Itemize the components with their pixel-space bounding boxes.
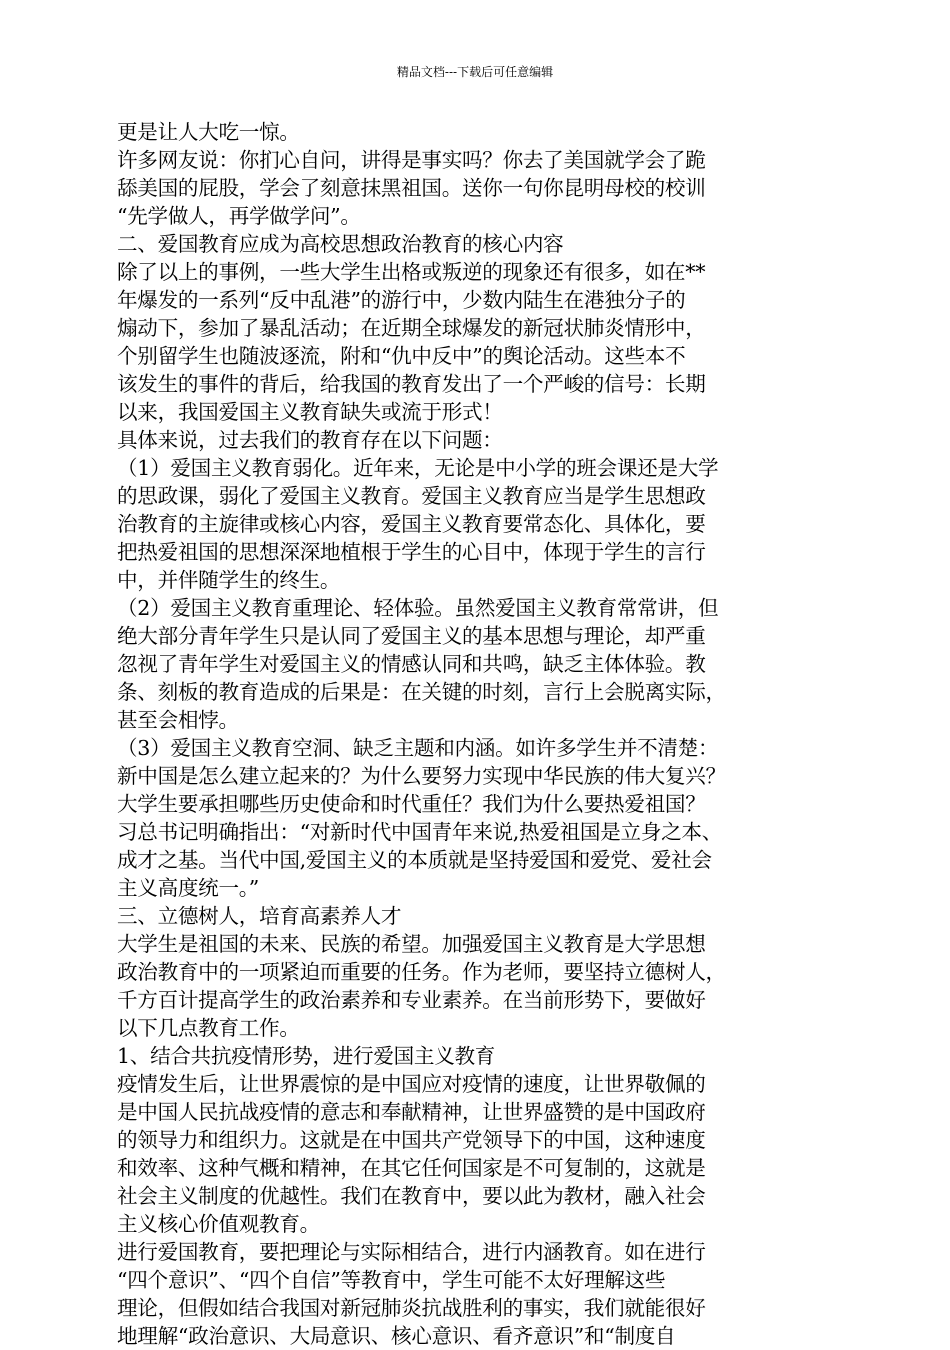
- text-line: 成才之基。当代中国,爱国主义的本质就是坚持爱国和爱党、爱社会: [117, 848, 712, 872]
- text-line: 主义核心价值观教育。: [117, 1212, 320, 1236]
- text-line: “先学做人，再学做学问”。: [117, 204, 361, 228]
- section-heading: 二、爱国教育应成为高校思想政治教育的核心内容: [117, 232, 564, 256]
- text-line: （2）爱国主义教育重理论、轻体验。虽然爱国主义教育常常讲，但: [117, 596, 719, 620]
- text-line: 习总书记明确指出：“对新时代中国青年来说,热爱祖国是立身之本、: [117, 820, 722, 844]
- subsection-heading: 1、结合共抗疫情形势，进行爱国主义教育: [117, 1044, 496, 1068]
- text-line: 中，并伴随学生的终生。: [117, 568, 341, 592]
- text-line: 治教育的主旋律或核心内容，爱国主义教育要常态化、具体化，要: [117, 512, 706, 536]
- text-line: 新中国是怎么建立起来的？为什么要努力实现中华民族的伟大复兴？: [117, 764, 726, 788]
- text-line: 主义高度统一。”: [117, 876, 259, 900]
- page-header: 精品文档---下载后可任意编辑: [396, 65, 554, 79]
- text-line: 甚至会相悖。: [117, 708, 239, 732]
- text-line: 以下几点教育工作。: [117, 1016, 300, 1040]
- text-line: “四个意识”、“四个自信”等教育中，学生可能不太好理解这些: [117, 1268, 666, 1292]
- text-line: 个别留学生也随波逐流，附和“仇中反中”的舆论活动。这些本不: [117, 344, 686, 368]
- text-line: 年爆发的一系列“反中乱港”的游行中，少数内陆生在港独分子的: [117, 288, 686, 312]
- text-line: 是中国人民抗战疫情的意志和奉献精神，让世界盛赞的是中国政府: [117, 1100, 706, 1124]
- text-line: 的领导力和组织力。这就是在中国共产党领导下的中国，这种速度: [117, 1128, 706, 1152]
- document-body: [117, 118, 837, 1350]
- text-line: 的思政课，弱化了爱国主义教育。爱国主义教育应当是学生思想政: [117, 484, 706, 508]
- text-line: 千方百计提高学生的政治素养和专业素养。在当前形势下，要做好: [117, 988, 706, 1012]
- text-line: 舔美国的屁股，学会了刻意抹黑祖国。送你一句你昆明母校的校训: [117, 176, 706, 200]
- text-line: （3）爱国主义教育空洞、缺乏主题和内涵。如许多学生并不清楚：: [117, 736, 719, 760]
- text-line: 把热爱祖国的思想深深地植根于学生的心目中，体现于学生的言行: [117, 540, 706, 564]
- text-line: 理论，但假如结合我国对新冠肺炎抗战胜利的事实，我们就能很好: [117, 1296, 706, 1320]
- text-line: 社会主义制度的优越性。我们在教育中，要以此为教材，融入社会: [117, 1184, 706, 1208]
- text-line: 和效率、这种气概和精神，在其它任何国家是不可复制的，这就是: [117, 1156, 706, 1180]
- text-line: 具体来说，过去我们的教育存在以下问题：: [117, 428, 503, 452]
- text-line: 疫情发生后，让世界震惊的是中国应对疫情的速度，让世界敬佩的: [117, 1072, 706, 1096]
- text-line: 进行爱国教育，要把理论与实际相结合，进行内涵教育。如在进行: [117, 1240, 706, 1264]
- text-line: 大学生要承担哪些历史使命和时代重任？我们为什么要热爱祖国？: [117, 792, 706, 816]
- text-line: 该发生的事件的背后，给我国的教育发出了一个严峻的信号：长期: [117, 372, 706, 396]
- text-line: 许多网友说：你扪心自问，讲得是事实吗？你去了美国就学会了跪: [117, 148, 706, 172]
- text-line: 煽动下，参加了暴乱活动；在近期全球爆发的新冠状肺炎情形中，: [117, 316, 706, 340]
- text-line: 地理解“政治意识、大局意识、核心意识、看齐意识”和“制度自: [117, 1324, 676, 1348]
- text-line: 更是让人大吃一惊。: [117, 120, 300, 144]
- text-line: 大学生是祖国的未来、民族的希望。加强爱国主义教育是大学思想: [117, 932, 706, 956]
- text-line: 忽视了青年学生对爱国主义的情感认同和共鸣，缺乏主体体验。教: [117, 652, 706, 676]
- text-line: 除了以上的事例，一些大学生出格或叛逆的现象还有很多，如在**: [117, 260, 706, 284]
- text-line: （1）爱国主义教育弱化。近年来，无论是中小学的班会课还是大学: [117, 456, 719, 480]
- text-line: 绝大部分青年学生只是认同了爱国主义的基本思想与理论，却严重: [117, 624, 706, 648]
- section-heading: 三、立德树人，培育高素养人才: [117, 904, 402, 928]
- text-line: 条、刻板的教育造成的后果是：在关键的时刻，言行上会脱离实际，: [117, 680, 726, 704]
- text-line: 以来，我国爱国主义教育缺失或流于形式！: [117, 400, 503, 424]
- text-line: 政治教育中的一项紧迫而重要的任务。作为老师，要坚持立德树人，: [117, 960, 726, 984]
